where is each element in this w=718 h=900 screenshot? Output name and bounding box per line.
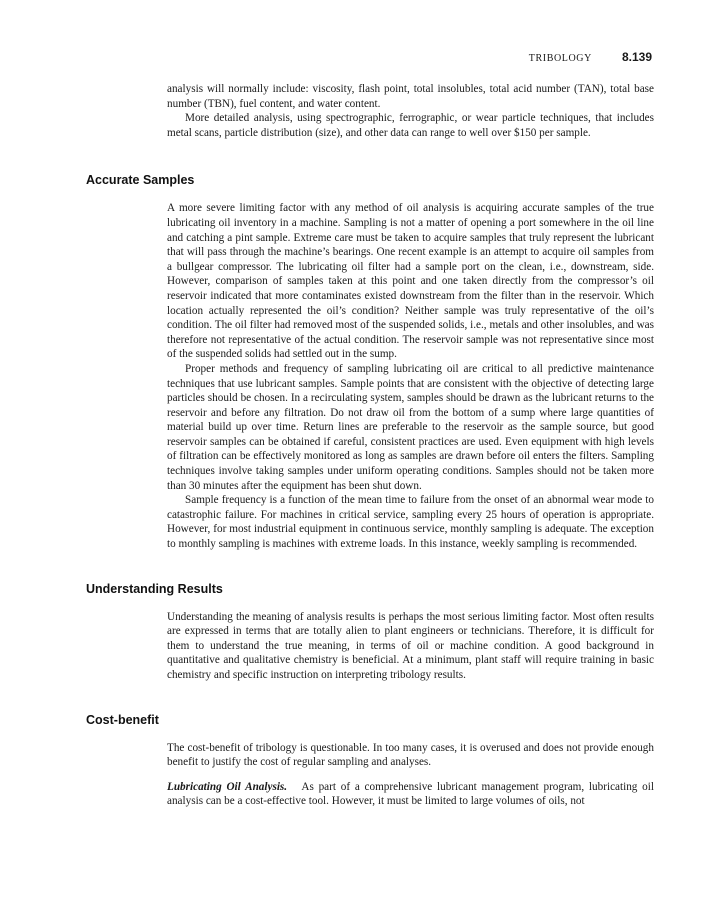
accurate-samples-paragraph-1: A more severe limiting factor with any method of oil analysis is acquiring accurate samples of the true lubricating oil inventory in a machine. Sampling is not a matter of opening a port somewhere in the oil line and catching a pint sample. Extreme care must be taken to acquire samples that truly represent the lubricant that will pass through the machine’s bearings. One recent example is an attempt to acquire oil samples from a bullgear compressor. The lubricating oil filter had a sample port on the clean, i.e., downstream, side. However, comparison of samples taken at this point and one taken directly from the compressor’s oil reservoir indicated that more contaminates existed downstream from the filter than in the reservoir. Which location actually represented the oil’s condition? Neither sample was truly representative of the oil’s condition. The oil filter had removed most of the suspended solids, i.e., metals and other insolubles, and was therefore not representative of the actual condition. The reservoir sample was not representative since most of the suspended solids had settled out in the sump. — [167, 202, 654, 361]
intro-paragraph-2: More detailed analysis, using spectrographic, ferrographic, or wear particle techniques, that includes metal scans, particle distribution (size), and other data can range to well over $150 per sample. — [167, 112, 654, 139]
page-body — [0, 82, 718, 809]
cost-benefit-paragraph-1: The cost-benefit of tribology is questionable. In too many cases, it is overused and does not provide enough benefit to justify the cost of regular sampling and analyses. — [167, 741, 654, 769]
run-in-heading-lubricating-oil-analysis: Lubricating Oil Analysis. — [167, 780, 288, 793]
intro-paragraph-1: analysis will normally include: viscosity, flash point, total insolubles, total acid number (TAN), total base number (TBN), fuel content, and water content. — [167, 83, 654, 110]
accurate-samples-paragraph-2: Proper methods and frequency of sampling lubricating oil are critical to all predictive maintenance techniques that use lubricant samples. Sample points that are consistent with the objective of detecting large particles should be chosen. In a recirculating system, samples should be drawn as the lubricant returns to the reservoir and before any filtration. Do not draw oil from the bottom of a sump where large quantities of material build up over time. Return lines are preferable to the reservoir as the sample source, but good reservoir samples can be obtained if careful, consistent practices are used. Even equipment with high levels of filtration can be effectively monitored as long as samples are drawn before oil enters the filters. Sampling techniques involve taking samples under uniform operating conditions. Samples should not be taken more than 30 minutes after the equipment has been shut down. — [167, 362, 654, 492]
accurate-samples-paragraph-3: Sample frequency is a function of the mean time to failure from the onset of an abnormal wear mode to catastrophic failure. For machines in critical service, sampling every 25 hours of operation is appropriate. However, for most industrial equipment in continuous service, monthly sampling is adequate. The exception to monthly sampling is machines with extreme loads. In this instance, weekly sampling is recommended. — [167, 494, 654, 551]
section-heading-accurate-samples: Accurate Samples — [86, 173, 195, 188]
accurate-samples-section — [167, 201, 654, 551]
cost-benefit-section — [167, 741, 654, 809]
section-heading-cost-benefit: Cost-benefit — [86, 712, 159, 727]
running-title: TRIBOLOGY — [528, 53, 592, 64]
running-header — [529, 50, 652, 64]
page-number: 8.139 — [621, 50, 652, 64]
cost-benefit-paragraph-2-text: As part of a comprehensive lubricant management program, lubricating oil analysis can be a cost-effective tool. However, it must be limited to large volumes of oils, not — [167, 780, 654, 808]
cost-benefit-paragraph-2 — [167, 780, 654, 809]
understanding-results-paragraph-1: Understanding the meaning of analysis results is perhaps the most serious limiting factor. Most often results are expressed in terms that are totally alien to plant engineers or technicians. Therefore, it is difficult for them to understand the true meaning, in terms of oil or machine condition. A good background in quantitative and qualitative chemistry is beneficial. At a minimum, plant staff will require training in basic chemistry and specific instruction on interpreting tribology results. — [167, 610, 654, 681]
understanding-results-section — [167, 610, 654, 683]
intro-section — [167, 82, 654, 140]
section-heading-understanding-results: Understanding Results — [86, 581, 223, 596]
